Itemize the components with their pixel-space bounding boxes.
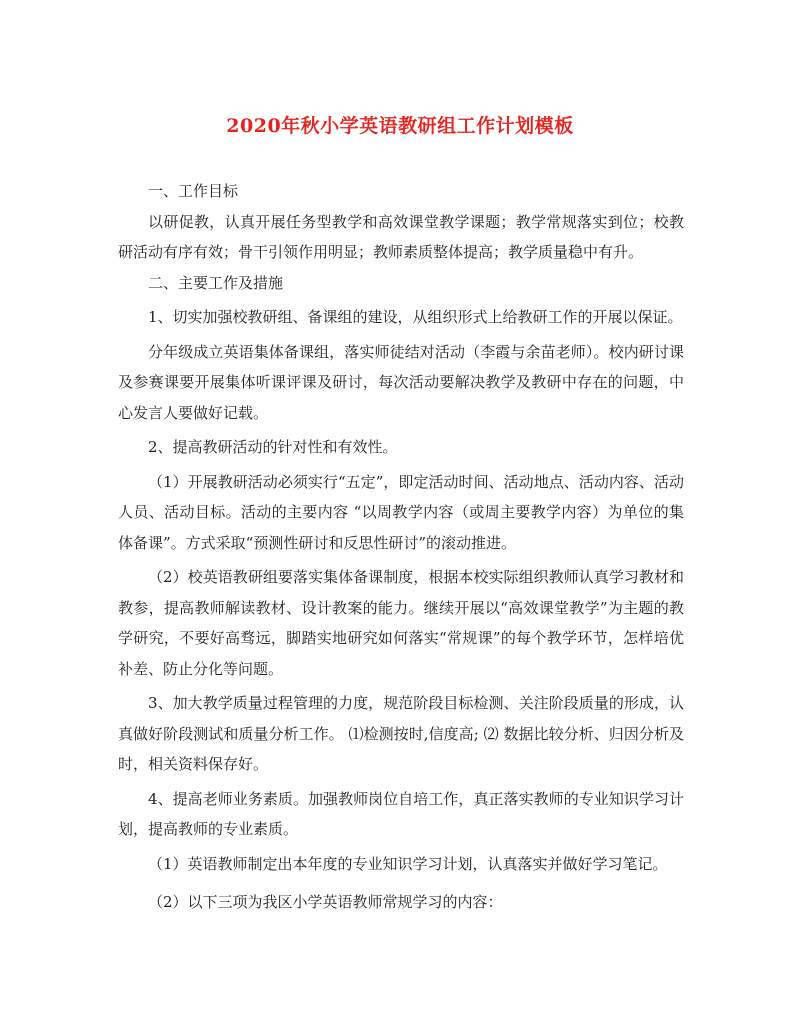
body-paragraph: 3、加大教学质量过程管理的力度，规范阶段目标检测、关注阶段质量的形成，认真做好阶段测试和质量分析工作。 ⑴检测按时,信度高; ⑵ 数据比较分析、归因分析及时，相关资料保存好。 <box>118 694 684 773</box>
section-heading-measures: 二、主要工作及措施 <box>148 273 284 292</box>
body-paragraph: （1）开展教研活动必须实行“五定”，即定活动时间、活动地点、活动内容、活动人员、活动目标。活动的主要内容 “以周教学内容（或周主要教学内容）为单位的集体备课”。方式采取“预测性研讨和反思性研讨”的滚动推进。 <box>118 472 684 552</box>
body-paragraph: （2）以下三项为我区小学英语教师常规学习的内容： <box>148 893 503 911</box>
body-paragraph: 分年级成立英语集体备课组，落实师徒结对活动（李霞与余苗老师）。校内研讨课及参赛课要开展集体听课评课及研讨，每次活动要解决教学及教研中存在的问题，中心发言人要做好记载。 <box>118 342 684 422</box>
body-paragraph: （1）英语教师制定出本年度的专业知识学习计划，认真落实并做好学习笔记。 <box>148 854 668 873</box>
body-paragraph: 2、提高教研活动的针对性和有效性。 <box>148 438 398 456</box>
section-heading-goals: 一、工作目标 <box>148 182 239 200</box>
body-paragraph: 4、提高老师业务素质。加强教师岗位自培工作，真正落实教师的专业知识学习计划，提高教师的专业素质。 <box>118 789 684 838</box>
document-title: 2020年秋小学英语教研组工作计划模板 <box>226 115 574 137</box>
body-paragraph: 以研促教，认真开展任务型教学和高效课堂教学课题；教学常规落实到位；校教研活动有序有效；骨干引领作用明显；教师素质整体提高；教学质量稳中有升。 <box>118 212 684 261</box>
body-paragraph: （2）校英语教研组要落实集体备课制度，根据本校实际组织教师认真学习教材和教参，提高教师解读教材、设计教案的能力。继续开展以“高效课堂教学”为主题的教学研究，不要好高骛远，脚踏实地研究如何落实“常规课”的每个教学环节，怎样培优补差、防止分化等问题。 <box>118 568 684 678</box>
document-body <box>118 176 684 918</box>
body-paragraph: 1、切实加强校教研组、备课组的建设，从组织形式上给教研工作的开展以保证。 <box>148 308 683 326</box>
